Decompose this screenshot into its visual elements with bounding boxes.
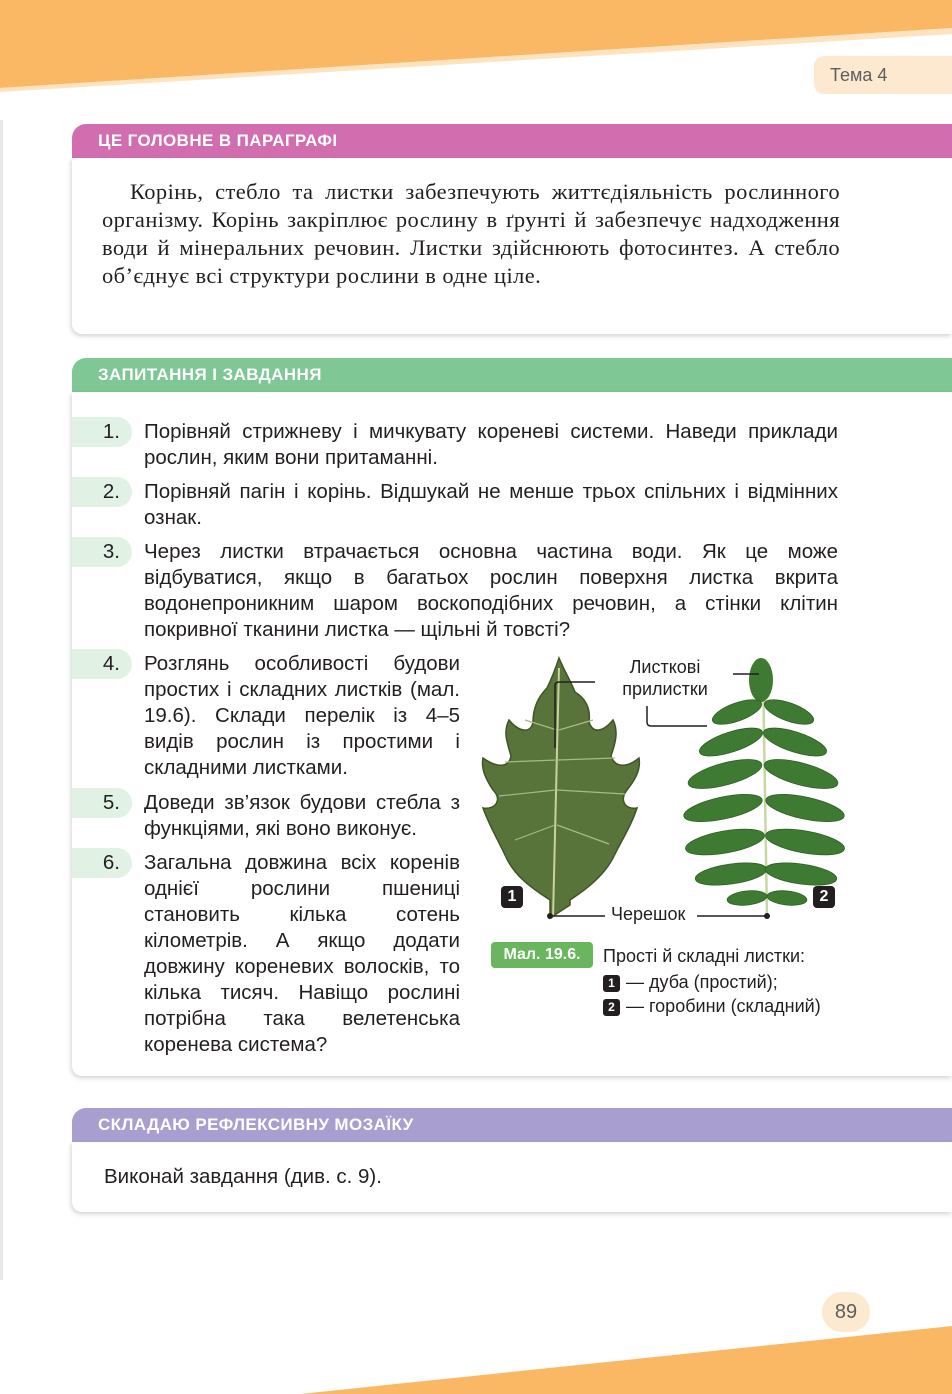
top-decor-band bbox=[0, 0, 952, 110]
oak-badge: 1 bbox=[501, 886, 523, 908]
figure-caption-item-1 bbox=[603, 970, 778, 994]
page-number: 89 bbox=[822, 1292, 870, 1332]
question-text: Порівняй пагін і корінь. Відшукай не менше трьох спільних і відмінних ознак. bbox=[144, 480, 838, 529]
topic-tab: Тема 4 bbox=[814, 56, 952, 94]
summary-text: Корінь, стебло та листки забезпечують життєдіяльність рослинного організму. Корінь закріплює рослину в ґрунті й забезпечує надходження води й мінеральних речовин. Листки здійснюють фотосинтез. А стебло об’єднує всі структури рослини в одне ціле. bbox=[102, 179, 840, 288]
petiole-label: Черешок bbox=[611, 904, 686, 924]
reflection-text: Виконай завдання (див. с. 9). bbox=[104, 1165, 382, 1188]
summary-body bbox=[72, 158, 952, 334]
caption-1-text: — дуба (простий); bbox=[626, 972, 778, 992]
figure-caption-item-2 bbox=[603, 994, 821, 1018]
question-number: 5. bbox=[72, 788, 132, 818]
question-text: Розглянь особливості будови простих і складних листків (мал. 19.6). Склади перелік із 4–5 видів рослин із простими і складними листками. bbox=[144, 652, 460, 779]
question-text: Порівняй стрижневу і мичкувату кореневі системи. Наведи приклади рослин, яким вони притаманні. bbox=[144, 420, 838, 469]
rowan-badge: 2 bbox=[813, 886, 835, 908]
question-number: 1. bbox=[72, 417, 132, 447]
question-text: Загальна довжина всіх коренів однієї рослини пшениці становить кілька сотень кілометрів. А якщо додати довжину кореневих волосків, то кілька тисяч. Навіщо рослині потрібна така велетенська коренева система? bbox=[144, 851, 460, 1056]
summary-section bbox=[72, 124, 952, 334]
question-text: Через листки втрачається основна частина води. Як це може відбуватися, якщо в багатьох рослин поверхня листка вкрита водонепроникним шаром воскоподібних речовин, а стінки клітин покривної тканини листка — щільні й товсті? bbox=[144, 540, 838, 641]
question-number: 3. bbox=[72, 537, 132, 567]
question-number: 6. bbox=[72, 848, 132, 878]
figure-caption-tag: Мал. 19.6. bbox=[491, 942, 593, 968]
caption-badge-2: 2 bbox=[603, 999, 620, 1016]
reflection-section bbox=[72, 1108, 952, 1212]
question-number: 4. bbox=[72, 649, 132, 679]
caption-badge-1: 1 bbox=[603, 975, 620, 992]
caption-2-text: — горобини (складний) bbox=[626, 996, 821, 1016]
question-text: Доведи зв’язок будови стебла з функціями, які воно виконує. bbox=[144, 791, 460, 840]
reflection-body bbox=[72, 1142, 952, 1212]
questions-header: ЗАПИТАННЯ І ЗАВДАННЯ bbox=[72, 358, 952, 392]
reflection-header: СКЛАДАЮ РЕФЛЕКСИВНУ МОЗАЇКУ bbox=[72, 1108, 952, 1142]
left-margin-rule bbox=[0, 120, 3, 1280]
figure-19-6 bbox=[475, 650, 875, 1080]
summary-header: ЦЕ ГОЛОВНЕ В ПАРАГРАФІ bbox=[72, 124, 952, 158]
figure-caption-title: Прості й складні листки: bbox=[603, 946, 806, 966]
stipules-label: Листкові прилистки bbox=[622, 657, 708, 699]
bottom-decor-band bbox=[0, 1304, 952, 1394]
question-number: 2. bbox=[72, 477, 132, 507]
